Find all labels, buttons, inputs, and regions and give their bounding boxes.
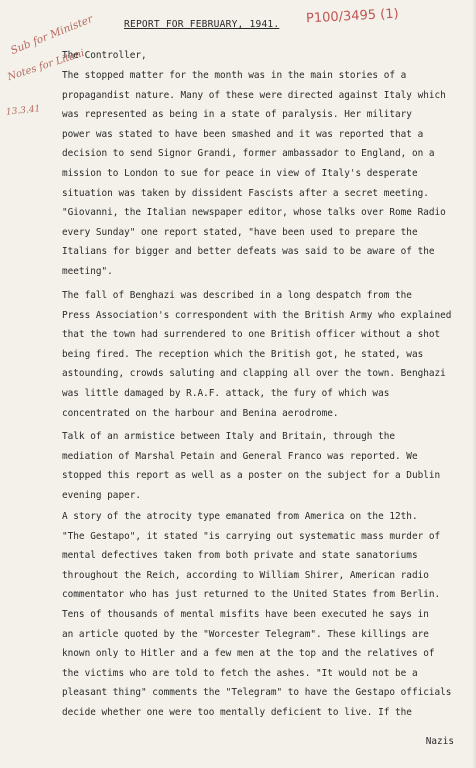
salutation: The Controller, xyxy=(62,50,147,61)
text-line: pleasant thing" comments the "Telegram" to have the Gestapo officials xyxy=(62,687,452,699)
text-line: Press Association's correspondent with the British Army who explained xyxy=(62,309,452,321)
text-line: Tens of thousands of mental misfits have been executed he says in xyxy=(62,608,429,620)
handwritten-note-1: Sub for Minister xyxy=(8,13,95,57)
text-line: decide whether one were too mentally deficient to live. If the xyxy=(62,706,412,718)
text-line: an article quoted by the "Worcester Telegram". These killings are xyxy=(62,628,429,640)
paragraph-4 xyxy=(62,507,466,723)
handwritten-note-2: Notes for Litani xyxy=(6,47,86,84)
paragraph-1 xyxy=(62,66,466,282)
text-line: was little damaged by R.A.F. attack, the fury of which was xyxy=(62,387,390,399)
text-line: concentrated on the harbour and Benina aerodrome. xyxy=(62,407,339,419)
text-line: "Giovanni, the Italian newspaper editor, whose talks over Rome Radio xyxy=(62,207,446,219)
text-line: the victims who are told to fetch the ashes. "It would not be a xyxy=(62,667,418,679)
text-line: mission to London to sue for peace in view of Italy's desperate xyxy=(62,167,418,179)
text-line: known only to Hitler and a few men at the top and the relatives of xyxy=(62,648,435,660)
text-line: astounding, crowds saluting and clapping all over the town. Benghazi xyxy=(62,368,446,380)
text-line: throughout the Reich, according to William Shirer, American radio xyxy=(62,569,429,581)
handwritten-date: 13.3.41 xyxy=(5,104,41,118)
text-line: Italians for bigger and better defeats was said to be aware of the xyxy=(62,246,435,258)
text-line: stopped this report as well as a poster on the subject for a Dublin xyxy=(62,470,441,482)
text-line: was represented as being in a state of paralysis. Her military xyxy=(62,109,412,121)
text-line: The fall of Benghazi was described in a long despatch from the xyxy=(62,290,412,301)
text-line: commentator who has just returned to the United States from Berlin. xyxy=(62,589,441,601)
text-line: situation was taken by dissident Fascists after a secret meeting. xyxy=(62,187,429,199)
text-line: Talk of an armistice between Italy and Britain, through the xyxy=(62,431,396,442)
text-line: "The Gestapo", it stated "is carrying out systematic mass murder of xyxy=(62,530,441,542)
text-line: mediation of Marshal Petain and General Franco was reported. We xyxy=(62,450,418,462)
text-line: decision to send Signor Grandi, former ambassador to England, on a xyxy=(62,148,435,160)
archive-reference: P100/3495 (1) xyxy=(305,6,400,27)
text-line: every Sunday" one report stated, "have been used to prepare the xyxy=(62,226,418,238)
text-line: that the town had surrendered to one British officer without a shot xyxy=(62,329,441,341)
paragraph-3 xyxy=(62,427,466,505)
text-line: evening paper. xyxy=(62,489,142,501)
text-line: propagandist nature. Many of these were directed against Italy which xyxy=(62,89,446,101)
paragraph-2 xyxy=(62,286,466,423)
text-line: being fired. The reception which the British got, he stated, was xyxy=(62,348,424,360)
text-line: meeting". xyxy=(62,265,113,277)
text-line: The stopped matter for the month was in the main stories of a xyxy=(62,70,407,81)
catchword: Nazis xyxy=(425,736,454,747)
report-title: REPORT FOR FEBRUARY, 1941. xyxy=(124,19,280,30)
paper-edge-shadow xyxy=(472,0,476,768)
text-line: mental defectives taken from both private and state sanatoriums xyxy=(62,550,418,562)
text-line: A story of the atrocity type emanated from America on the 12th. xyxy=(62,511,418,522)
text-line: power was stated to have been smashed and it was reported that a xyxy=(62,128,424,140)
